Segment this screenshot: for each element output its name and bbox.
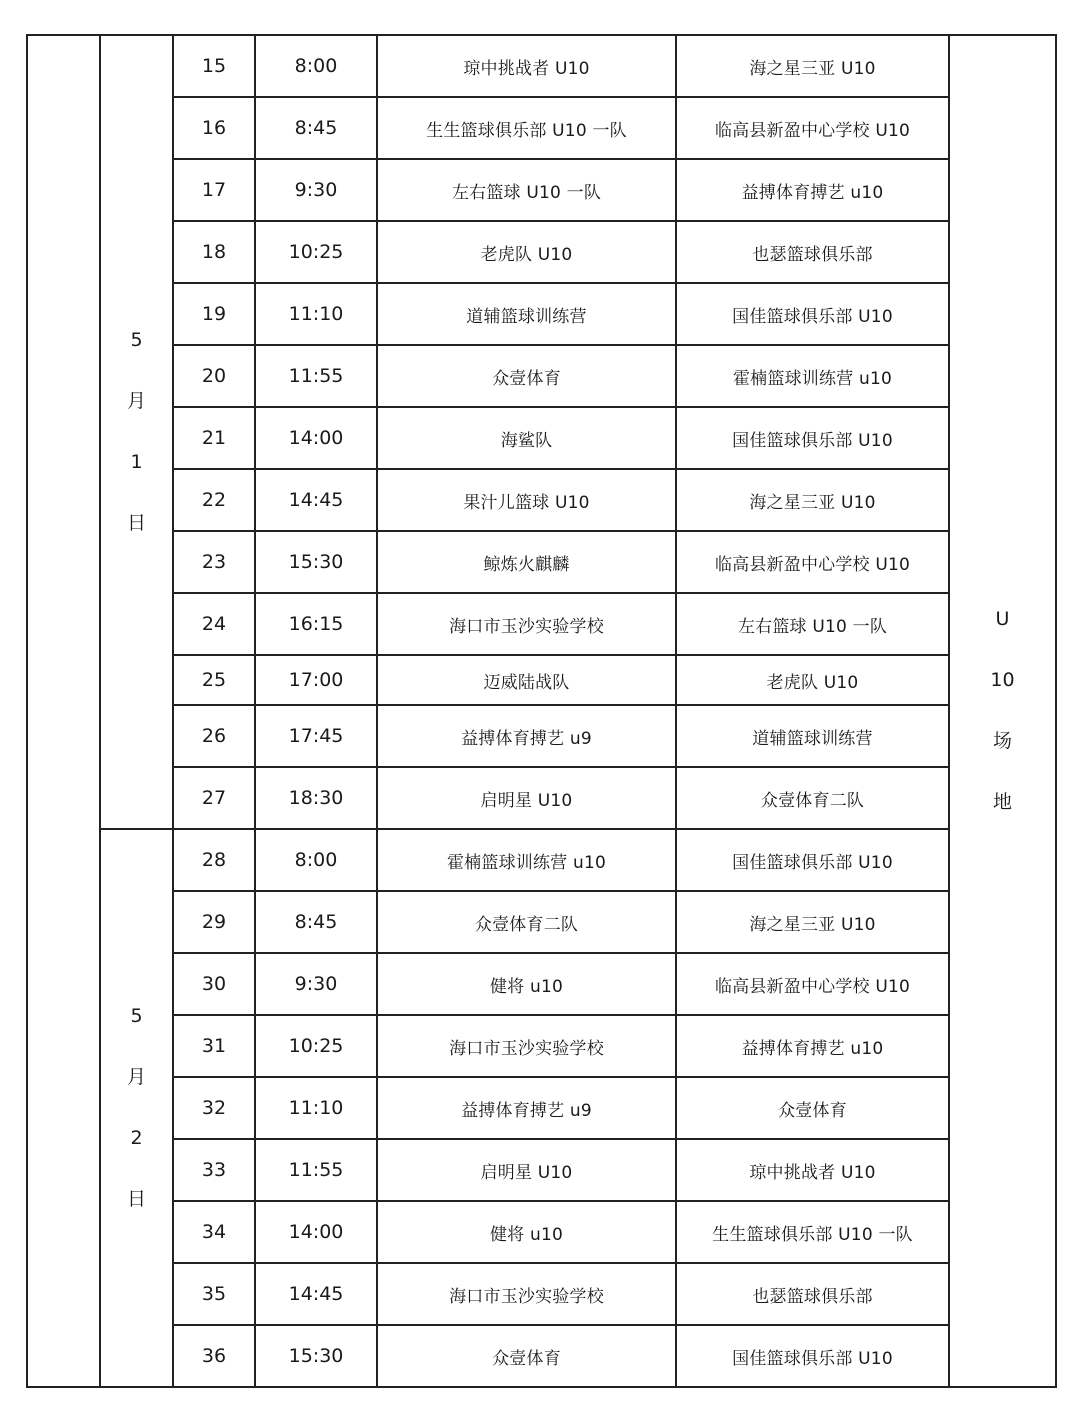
home-team: 海口市玉沙实验学校 <box>377 1015 676 1077</box>
away-team: 也瑟篮球俱乐部 <box>676 221 949 283</box>
table-row <box>27 159 1056 221</box>
match-number: 28 <box>173 829 255 891</box>
match-time: 10:25 <box>255 1015 377 1077</box>
home-team: 海口市玉沙实验学校 <box>377 1263 676 1325</box>
home-team: 左右篮球 U10 一队 <box>377 159 676 221</box>
home-team: 启明星 U10 <box>377 1139 676 1201</box>
home-team: 健将 u10 <box>377 953 676 1015</box>
match-time: 8:45 <box>255 891 377 953</box>
away-team: 左右篮球 U10 一队 <box>676 593 949 655</box>
match-time: 11:10 <box>255 283 377 345</box>
match-time: 14:45 <box>255 1263 377 1325</box>
match-number: 18 <box>173 221 255 283</box>
away-team: 国佳篮球俱乐部 U10 <box>676 1325 949 1387</box>
table-row <box>27 1077 1056 1139</box>
date-char: 月 <box>126 390 146 412</box>
date-cell <box>100 829 173 1387</box>
table-row <box>27 345 1056 407</box>
away-team: 海之星三亚 U10 <box>676 35 949 97</box>
venue-char: U <box>995 608 1010 630</box>
away-team: 众壹体育二队 <box>676 767 949 829</box>
table-row <box>27 283 1056 345</box>
home-team: 海鲨队 <box>377 407 676 469</box>
away-team: 生生篮球俱乐部 U10 一队 <box>676 1201 949 1263</box>
table-row <box>27 1201 1056 1263</box>
match-number: 32 <box>173 1077 255 1139</box>
match-number: 25 <box>173 655 255 705</box>
home-team: 琼中挑战者 U10 <box>377 35 676 97</box>
table-row <box>27 1263 1056 1325</box>
home-team: 鲸炼火麒麟 <box>377 531 676 593</box>
match-number: 31 <box>173 1015 255 1077</box>
home-team: 众壹体育二队 <box>377 891 676 953</box>
match-time: 10:25 <box>255 221 377 283</box>
match-number: 33 <box>173 1139 255 1201</box>
away-team: 也瑟篮球俱乐部 <box>676 1263 949 1325</box>
venue-char: 场 <box>992 730 1012 752</box>
away-team: 临高县新盈中心学校 U10 <box>676 953 949 1015</box>
match-number: 15 <box>173 35 255 97</box>
venue-cell <box>949 35 1056 1387</box>
away-team: 益搏体育搏艺 u10 <box>676 159 949 221</box>
away-team: 道辅篮球训练营 <box>676 705 949 767</box>
match-time: 8:00 <box>255 829 377 891</box>
match-number: 16 <box>173 97 255 159</box>
away-team: 益搏体育搏艺 u10 <box>676 1015 949 1077</box>
table-row <box>27 1139 1056 1201</box>
match-number: 24 <box>173 593 255 655</box>
away-team: 老虎队 U10 <box>676 655 949 705</box>
match-time: 11:10 <box>255 1077 377 1139</box>
table-row <box>27 593 1056 655</box>
match-time: 14:00 <box>255 1201 377 1263</box>
match-number: 19 <box>173 283 255 345</box>
date-char: 5 <box>130 1005 143 1027</box>
date-char: 日 <box>126 512 146 534</box>
table-row <box>27 97 1056 159</box>
match-time: 11:55 <box>255 345 377 407</box>
match-number: 23 <box>173 531 255 593</box>
match-time: 14:00 <box>255 407 377 469</box>
away-team: 琼中挑战者 U10 <box>676 1139 949 1201</box>
away-team: 国佳篮球俱乐部 U10 <box>676 283 949 345</box>
match-number: 17 <box>173 159 255 221</box>
match-time: 9:30 <box>255 953 377 1015</box>
date-char: 1 <box>130 451 143 473</box>
home-team: 启明星 U10 <box>377 767 676 829</box>
match-number: 26 <box>173 705 255 767</box>
table-row <box>27 221 1056 283</box>
away-team: 海之星三亚 U10 <box>676 469 949 531</box>
table-row <box>27 531 1056 593</box>
match-time: 17:00 <box>255 655 377 705</box>
table-row <box>27 407 1056 469</box>
match-time: 16:15 <box>255 593 377 655</box>
table-row <box>27 953 1056 1015</box>
away-team: 众壹体育 <box>676 1077 949 1139</box>
home-team: 海口市玉沙实验学校 <box>377 593 676 655</box>
away-team: 海之星三亚 U10 <box>676 891 949 953</box>
home-team: 迈威陆战队 <box>377 655 676 705</box>
away-team: 霍楠篮球训练营 u10 <box>676 345 949 407</box>
table-row <box>27 655 1056 705</box>
match-number: 34 <box>173 1201 255 1263</box>
table-row <box>27 891 1056 953</box>
schedule-table <box>26 34 1057 1388</box>
table-row <box>27 767 1056 829</box>
home-team: 老虎队 U10 <box>377 221 676 283</box>
match-time: 18:30 <box>255 767 377 829</box>
match-time: 15:30 <box>255 531 377 593</box>
away-team: 临高县新盈中心学校 U10 <box>676 97 949 159</box>
match-number: 36 <box>173 1325 255 1387</box>
match-time: 8:00 <box>255 35 377 97</box>
date-char: 日 <box>126 1188 146 1210</box>
table-row <box>27 1325 1056 1387</box>
home-team: 霍楠篮球训练营 u10 <box>377 829 676 891</box>
match-number: 27 <box>173 767 255 829</box>
away-team: 国佳篮球俱乐部 U10 <box>676 407 949 469</box>
home-team: 健将 u10 <box>377 1201 676 1263</box>
table-row <box>27 705 1056 767</box>
home-team: 生生篮球俱乐部 U10 一队 <box>377 97 676 159</box>
home-team: 益搏体育搏艺 u9 <box>377 705 676 767</box>
date-char: 月 <box>126 1066 146 1088</box>
match-number: 22 <box>173 469 255 531</box>
table-row <box>27 829 1056 891</box>
date-cell <box>100 35 173 829</box>
date-char: 2 <box>130 1127 143 1149</box>
date-char: 5 <box>130 329 143 351</box>
home-team: 益搏体育搏艺 u9 <box>377 1077 676 1139</box>
venue-char: 10 <box>990 669 1015 691</box>
table-row <box>27 35 1056 97</box>
away-team: 临高县新盈中心学校 U10 <box>676 531 949 593</box>
table-row <box>27 1015 1056 1077</box>
match-number: 20 <box>173 345 255 407</box>
match-number: 30 <box>173 953 255 1015</box>
venue-char: 地 <box>992 791 1012 813</box>
match-number: 35 <box>173 1263 255 1325</box>
match-time: 15:30 <box>255 1325 377 1387</box>
match-time: 17:45 <box>255 705 377 767</box>
home-team: 果汁儿篮球 U10 <box>377 469 676 531</box>
blank-column <box>27 35 100 1387</box>
home-team: 众壹体育 <box>377 1325 676 1387</box>
home-team: 众壹体育 <box>377 345 676 407</box>
match-time: 9:30 <box>255 159 377 221</box>
match-number: 21 <box>173 407 255 469</box>
match-time: 14:45 <box>255 469 377 531</box>
match-time: 8:45 <box>255 97 377 159</box>
table-row <box>27 469 1056 531</box>
home-team: 道辅篮球训练营 <box>377 283 676 345</box>
away-team: 国佳篮球俱乐部 U10 <box>676 829 949 891</box>
match-number: 29 <box>173 891 255 953</box>
match-time: 11:55 <box>255 1139 377 1201</box>
